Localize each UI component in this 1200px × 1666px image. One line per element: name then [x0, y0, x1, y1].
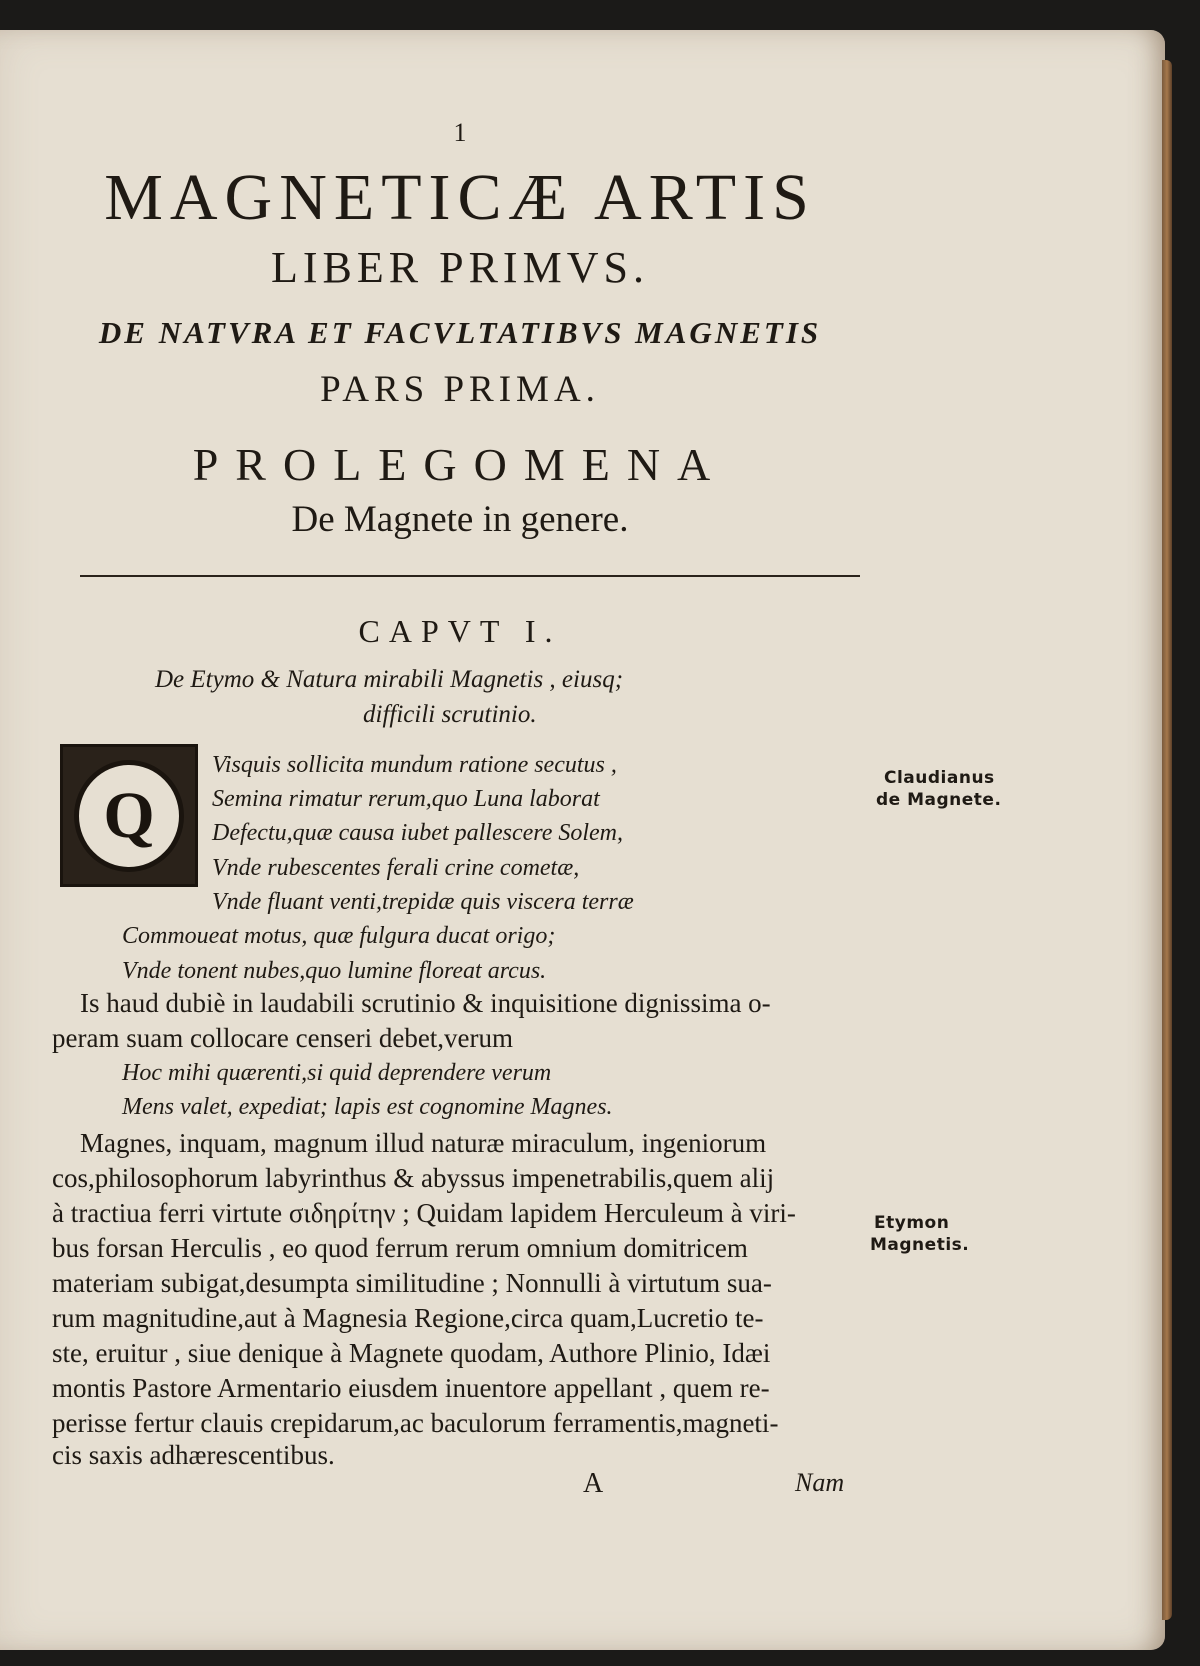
chapter-heading: CAPVT I. [358, 613, 562, 649]
title-line-2: LIBER PRIMVS. [271, 243, 649, 292]
title-line-1: MAGNETICÆ ARTIS [104, 161, 816, 234]
initial-letter: Q [74, 760, 184, 872]
catchword: Nam [795, 1468, 845, 1497]
prose-line: montis Pastore Armentario eiusdem inuentore appellant , quem re- [52, 1373, 770, 1403]
folio-number: 1 [453, 118, 467, 147]
page-edge [1162, 60, 1172, 1620]
prose-line: à tractiua ferri virtute σιδηρίτην ; Quidam lapidem Herculeum à viri- [52, 1198, 796, 1228]
title-line-6: De Magnete in genere. [291, 499, 629, 540]
chapter-subtitle-2: difficili scrutinio. [363, 701, 537, 728]
margin-note-magnetis: Magnetis. [870, 1235, 970, 1255]
prose-line: materiam subigat,desumpta similitudine ; Nonnulli à virtutum sua- [52, 1268, 772, 1298]
title-line-3: DE NATVRA ET FACVLTATIBVS MAGNETIS [98, 315, 822, 350]
title-line-5: PROLEGOMENA [192, 439, 728, 490]
chapter-subtitle-1: De Etymo & Natura mirabili Magnetis , eiusq; [155, 666, 624, 693]
verse-line: Mens valet, expediat; lapis est cognomine Magnes. [122, 1094, 613, 1120]
book-page [0, 30, 1165, 1650]
verse-line: Vnde fluant venti,trepidæ quis viscera terræ [212, 889, 634, 915]
verse-line: Hoc mihi quærenti,si quid deprendere verum [122, 1060, 552, 1086]
decorated-initial [60, 744, 198, 887]
prose-line: Is haud dubiè in laudabili scrutinio & inquisitione dignissima o- [80, 988, 771, 1018]
header-rule [80, 575, 860, 577]
signature-mark: A [583, 1468, 604, 1499]
margin-note-claudianus: Claudianus [884, 768, 995, 788]
prose-line: perisse fertur clauis crepidarum,ac baculorum ferramentis,magneti- [52, 1408, 779, 1438]
prose-line: cis saxis adhærescentibus. [52, 1440, 335, 1470]
verse-line: Semina rimatur rerum,quo Luna laborat [212, 786, 600, 812]
margin-note-de-magnete: de Magnete. [876, 790, 1002, 810]
margin-note-etymon: Etymon [874, 1213, 950, 1233]
prose-line: Magnes, inquam, magnum illud naturæ miraculum, ingeniorum [80, 1128, 767, 1158]
verse-line: Commoueat motus, quæ fulgura ducat origo; [122, 923, 556, 949]
prose-line: bus forsan Herculis , eo quod ferrum rerum omnium domitricem [52, 1233, 748, 1263]
verse-line: Visquis sollicita mundum ratione secutus , [212, 752, 617, 778]
prose-line: ste, eruitur , siue denique à Magnete quodam, Authore Plinio, Idæi [52, 1338, 771, 1368]
verse-line: Vnde rubescentes ferali crine cometæ, [212, 855, 580, 881]
prose-line: cos,philosophorum labyrinthus & abyssus impenetrabilis,quem alij [52, 1163, 775, 1193]
title-line-4: PARS PRIMA. [320, 369, 600, 410]
prose-line: rum magnitudine,aut à Magnesia Regione,circa quam,Lucretio te- [52, 1303, 764, 1333]
verse-line: Defectu,quæ causa iubet pallescere Solem, [212, 820, 623, 846]
verse-line: Vnde tonent nubes,quo lumine floreat arcus. [122, 958, 547, 984]
prose-line: peram suam collocare censeri debet,verum [52, 1023, 514, 1053]
